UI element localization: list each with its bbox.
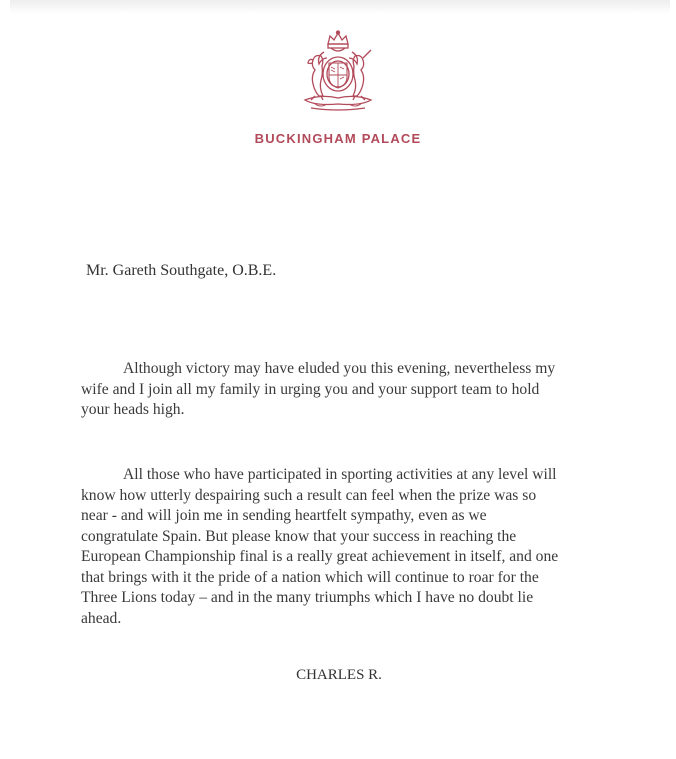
paragraph-line: wife and I join all my family in urging you and your support team to hold [81,380,540,398]
letterhead-title: BUCKINGHAM PALACE [254,131,422,146]
paragraph-line: European Championship final is a really great achievement in itself, and one [81,548,559,565]
paragraph-line: congratulate Spain. But please know that your success in reaching the [81,527,517,545]
page-top-edge [10,0,670,14]
paragraph-line: Although victory may have eluded you this evening, nevertheless my [123,360,556,377]
paragraph-line: ahead. [81,609,122,627]
signature-text: CHARLES R. [296,667,382,683]
paragraph-line: your heads high. [81,401,185,418]
royal-coat-of-arms-icon [291,30,385,114]
addressee: Mr. Gareth Southgate, O.B.E. [86,262,277,279]
signature [0,667,676,684]
paragraph-line: know how utterly despairing such a result can feel when the prize was so [81,486,537,504]
paragraph-line: Three Lions today – and in the many triumphs which I have no doubt lie [81,589,534,606]
paragraph-line: near - and will join me in sending heartfelt sympathy, even as we [81,507,487,524]
letter-paragraph-2 [81,465,621,629]
paragraph-line: that brings with it the pride of a nation which will continue to roar for the [81,568,539,586]
paragraph-line: All those who have participated in sporting activities at any level will [123,466,557,483]
letter-paragraph-1 [81,359,621,421]
